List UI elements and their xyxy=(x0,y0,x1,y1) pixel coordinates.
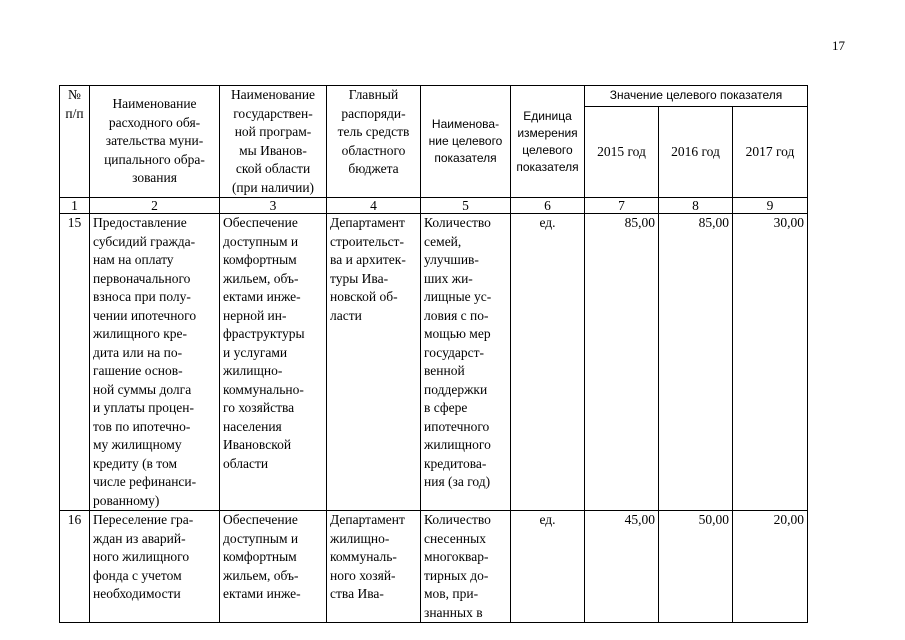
text-line: Количество xyxy=(424,512,491,527)
text-line: семей, xyxy=(424,233,462,249)
text-line: Наименова- xyxy=(431,117,500,131)
text-line: знанных в xyxy=(424,604,483,620)
text-line: ва и архитек- xyxy=(330,252,406,267)
text-line: ловия с по- xyxy=(424,307,489,323)
text-line: ектами инже- xyxy=(223,586,301,601)
header-obligation xyxy=(90,86,220,198)
text-line: ципального обра- xyxy=(104,151,205,167)
text-line: Наименование xyxy=(230,87,316,102)
text-line: ипотечного xyxy=(424,418,490,434)
row-number: 16 xyxy=(60,511,90,623)
header-year-2016: 2016 год xyxy=(659,106,733,197)
program-cell xyxy=(220,214,327,511)
column-number: 9 xyxy=(733,198,808,214)
program-cell xyxy=(220,511,327,623)
column-number: 5 xyxy=(421,198,511,214)
header-indicator xyxy=(421,86,511,198)
manager-cell xyxy=(327,511,421,623)
text-line: жилищно- xyxy=(223,363,283,378)
text-line: ектами инже- xyxy=(223,289,301,304)
text-line: фонда с учетом xyxy=(93,567,182,583)
text-line: первоначального xyxy=(93,270,191,286)
text-line: (при наличии) xyxy=(231,179,315,195)
text-line: новской об- xyxy=(330,289,398,304)
text-line: жилищного кре- xyxy=(93,326,188,341)
text-line: взноса при полу- xyxy=(93,289,191,304)
text-line: гашение основ- xyxy=(93,363,183,378)
unit-cell: ед. xyxy=(511,214,585,511)
column-number: 1 xyxy=(60,198,90,214)
text-line: мощью мер xyxy=(424,326,491,341)
text-line: ждан из аварий- xyxy=(93,530,186,546)
text-line: области xyxy=(223,455,269,471)
text-line: нерной ин- xyxy=(223,307,287,323)
text-line: доступным и xyxy=(223,530,299,546)
text-line: № xyxy=(68,87,81,102)
text-line: мы Иванов- xyxy=(239,142,307,158)
text-line: Департамент xyxy=(330,215,405,230)
text-line: ной програм- xyxy=(234,124,312,139)
text-line: зования xyxy=(132,170,177,186)
text-line: многоквар- xyxy=(424,549,489,564)
text-line: в сфере xyxy=(424,400,468,415)
obligation-cell xyxy=(90,214,220,511)
column-number-row xyxy=(60,198,808,214)
text-line: ного хозяй- xyxy=(330,567,396,583)
text-line: тель средств xyxy=(337,124,410,139)
text-line: распоряди- xyxy=(341,105,406,121)
text-line: му жилищному xyxy=(93,437,182,452)
value-2015: 85,00 xyxy=(585,214,659,511)
text-line: субсидий гражда- xyxy=(93,233,196,249)
text-line: Переселение гра- xyxy=(93,512,194,527)
text-line: бюджета xyxy=(348,161,399,176)
text-line: зательства муни- xyxy=(105,133,204,149)
header-year-2015: 2015 год xyxy=(585,106,659,197)
page-number: 17 xyxy=(832,38,845,53)
value-2016: 50,00 xyxy=(659,511,733,623)
text-line: кредитова- xyxy=(424,455,487,471)
text-line: Наименование xyxy=(112,96,197,112)
text-line: го хозяйства xyxy=(223,400,295,415)
column-number: 8 xyxy=(659,198,733,214)
header-num xyxy=(60,86,90,198)
text-line: коммунально- xyxy=(223,381,304,397)
text-line: улучшив- xyxy=(424,252,479,267)
text-line: необходимости xyxy=(93,586,181,601)
header-unit xyxy=(511,86,585,198)
indicators-table xyxy=(59,85,808,623)
table-row xyxy=(60,214,808,511)
text-line: ния (за год) xyxy=(424,474,491,489)
obligation-cell xyxy=(90,511,220,623)
text-line: тов по ипотечно- xyxy=(93,418,191,434)
indicator-cell xyxy=(421,511,511,623)
text-line: Обеспечение xyxy=(223,215,298,230)
text-line: ской области xyxy=(235,161,311,176)
text-line: жилищного xyxy=(424,437,491,452)
text-line: коммуналь- xyxy=(330,549,397,564)
text-line: ние целевого xyxy=(428,134,503,148)
header-target-values: Значение целевого показателя xyxy=(585,86,808,107)
text-line: лищные ус- xyxy=(424,289,492,304)
text-line: мов, при- xyxy=(424,586,479,601)
text-line: измерения xyxy=(517,125,578,140)
text-line: ного жилищного xyxy=(93,549,190,564)
text-line: доступным и xyxy=(223,233,299,249)
text-line: дита или на по- xyxy=(93,344,183,360)
text-line: и услугами xyxy=(223,344,288,360)
text-line: жилищно- xyxy=(330,530,390,546)
text-line: поддержки xyxy=(424,381,488,397)
column-number: 6 xyxy=(511,198,585,214)
text-line: Обеспечение xyxy=(223,512,298,527)
header-row-1 xyxy=(60,86,808,107)
value-2017: 20,00 xyxy=(733,511,808,623)
text-line: показателя xyxy=(434,151,497,165)
text-line: государст- xyxy=(424,344,484,360)
column-number: 7 xyxy=(585,198,659,214)
text-line: рованному) xyxy=(93,492,160,508)
column-number: 3 xyxy=(220,198,327,214)
text-line: расходного обя- xyxy=(108,114,201,130)
text-line: целевого xyxy=(522,142,573,157)
text-line: ной суммы долга xyxy=(93,381,192,397)
text-line: жильем, объ- xyxy=(223,270,299,286)
unit-cell: ед. xyxy=(511,511,585,623)
text-line: венной xyxy=(424,363,465,378)
header-year-2017: 2017 год xyxy=(733,106,808,197)
value-2017: 30,00 xyxy=(733,214,808,511)
text-line: кредиту (в том xyxy=(93,455,178,471)
text-line: строительст- xyxy=(330,233,404,249)
indicator-cell xyxy=(421,214,511,511)
text-line: областного xyxy=(341,142,406,158)
text-line: государствен- xyxy=(233,105,313,121)
text-line: ласти xyxy=(330,307,362,323)
text-line: тирных до- xyxy=(424,567,489,583)
header-program xyxy=(220,86,327,198)
text-line: Главный xyxy=(348,87,399,102)
table-row xyxy=(60,511,808,623)
text-line: Департамент xyxy=(330,512,405,527)
text-line: чении ипотечного xyxy=(93,307,197,323)
text-line: комфортным xyxy=(223,549,297,564)
text-line: жильем, объ- xyxy=(223,567,299,583)
text-line: комфортным xyxy=(223,252,297,267)
column-number: 2 xyxy=(90,198,220,214)
text-line: населения xyxy=(223,418,282,434)
text-line: туры Ива- xyxy=(330,270,389,286)
column-number: 4 xyxy=(327,198,421,214)
text-line: нам на оплату xyxy=(93,252,174,267)
value-2016: 85,00 xyxy=(659,214,733,511)
text-line: числе рефинанси- xyxy=(93,474,197,489)
text-line: показателя xyxy=(516,159,579,174)
text-line: п/п xyxy=(65,105,84,121)
text-line: Единица xyxy=(523,108,572,123)
header-manager xyxy=(327,86,421,198)
text-line: ства Ива- xyxy=(330,586,384,601)
text-line: Предоставление xyxy=(93,215,187,230)
text-line: ших жи- xyxy=(424,270,473,286)
text-line: и уплаты процен- xyxy=(93,400,194,415)
value-2015: 45,00 xyxy=(585,511,659,623)
text-line: снесенных xyxy=(424,530,486,546)
manager-cell xyxy=(327,214,421,511)
text-line: фраструктуры xyxy=(223,326,305,341)
text-line: Количество xyxy=(424,215,491,230)
row-number: 15 xyxy=(60,214,90,511)
text-line: Ивановской xyxy=(223,437,292,452)
